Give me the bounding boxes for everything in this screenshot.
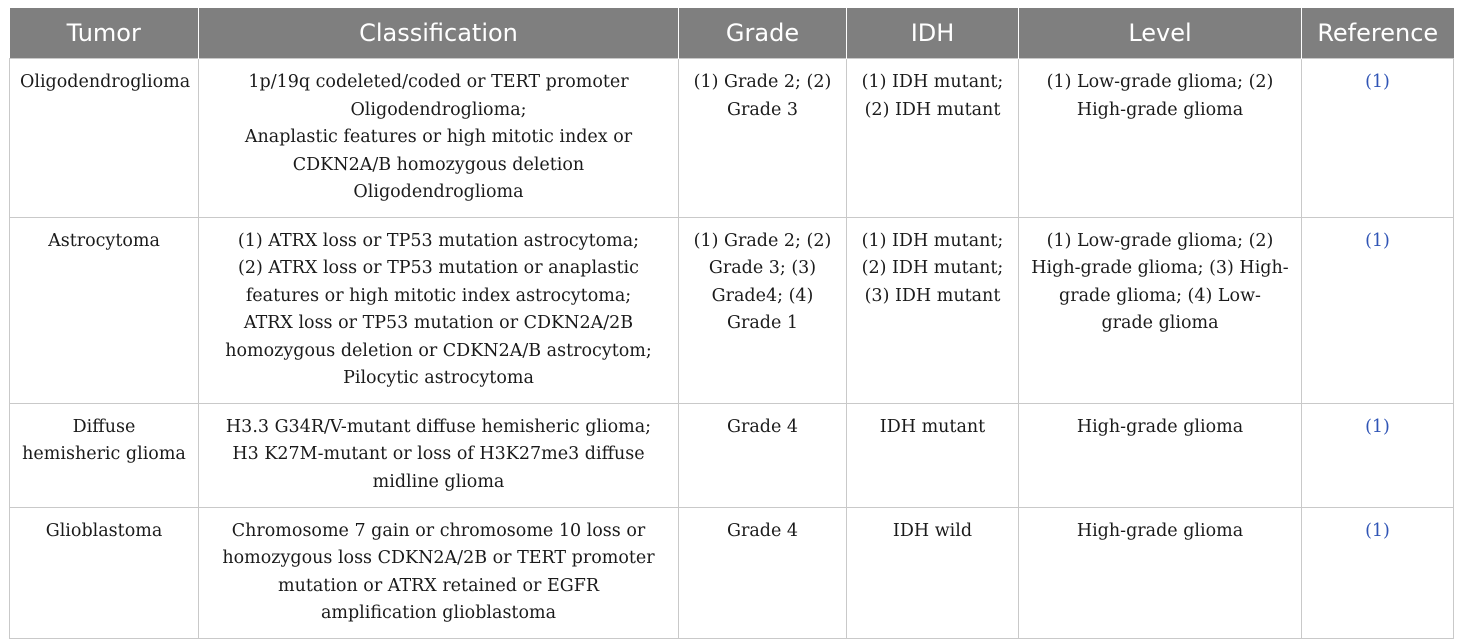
cell-grade <box>679 507 847 638</box>
cell-line: (1) Grade 2; (2) <box>693 230 832 251</box>
table-row <box>10 217 1454 403</box>
cell-level <box>1019 507 1302 638</box>
cell-line: (3) IDH mutant <box>864 285 1001 306</box>
header-grade: Grade <box>679 8 847 59</box>
reference-link[interactable]: (1) <box>1365 520 1390 541</box>
cell-line: Grade 1 <box>726 313 799 333</box>
cell-line: CDKN2A/B homozygous deletion Oligodendroglioma <box>292 154 585 202</box>
cell-grade <box>679 59 847 218</box>
table-row <box>10 507 1454 638</box>
header-classification: Classification <box>199 8 679 59</box>
cell-line: (1) Low-grade glioma; (2) <box>1046 230 1274 251</box>
header-tumor: Tumor <box>10 8 199 59</box>
cell-line: Chromosome 7 gain or chromosome 10 loss or <box>231 520 646 541</box>
tumor-classification-table-container <box>9 8 1453 639</box>
reference-link[interactable]: (1) <box>1365 416 1390 437</box>
header-level: Level <box>1019 8 1302 59</box>
table-row <box>10 59 1454 218</box>
cell-line: (2) IDH mutant; <box>861 258 1004 278</box>
cell-line: (1) IDH mutant; <box>861 72 1004 92</box>
header-idh: IDH <box>847 8 1019 59</box>
cell-line: Glioblastoma <box>45 520 163 541</box>
cell-line: High-grade glioma; (3) High- <box>1031 258 1289 278</box>
cell-level <box>1019 217 1302 403</box>
cell-idh <box>847 59 1019 218</box>
cell-line: Oligodendroglioma <box>20 72 191 92</box>
cell-grade <box>679 217 847 403</box>
cell-line: High-grade glioma <box>1076 99 1244 120</box>
cell-reference <box>1302 59 1454 218</box>
cell-line: Grade 3; (3) <box>708 258 817 278</box>
cell-level <box>1019 403 1302 507</box>
cell-line: grade glioma <box>1101 313 1219 333</box>
cell-level <box>1019 59 1302 218</box>
cell-line: Pilocytic astrocytoma <box>343 368 534 388</box>
cell-line: H3 K27M-mutant or loss of H3K27me3 diffuse <box>232 444 645 464</box>
cell-line: ATRX loss or TP53 mutation or CDKN2A/2B <box>243 313 634 333</box>
cell-classification <box>199 217 679 403</box>
table-body <box>10 59 1454 639</box>
cell-tumor <box>10 507 199 638</box>
cell-line: mutation or ATRX retained or EGFR <box>277 575 600 596</box>
cell-tumor <box>10 59 199 218</box>
cell-line: amplification glioblastoma <box>320 603 557 623</box>
header-row <box>10 8 1454 59</box>
cell-reference <box>1302 403 1454 507</box>
tumor-classification-table <box>9 8 1454 639</box>
cell-line: (2) IDH mutant <box>864 99 1001 120</box>
cell-line: Grade 4 <box>726 520 799 541</box>
cell-line: H3.3 G34R/V-mutant diffuse hemisheric glioma; <box>225 416 652 437</box>
cell-line: (1) ATRX loss or TP53 mutation astrocytoma; <box>237 230 640 251</box>
cell-line: High-grade glioma <box>1076 416 1244 437</box>
cell-line: High-grade glioma <box>1076 520 1244 541</box>
cell-line: 1p/19q codeleted/coded or TERT promoter <box>248 72 629 92</box>
cell-line: hemisheric glioma <box>22 444 186 464</box>
cell-grade <box>679 403 847 507</box>
cell-line: Anaplastic features or high mitotic index or <box>244 127 633 147</box>
cell-tumor <box>10 403 199 507</box>
cell-line: (1) IDH mutant; <box>861 230 1004 251</box>
cell-line: features or high mitotic index astrocytoma; <box>245 285 632 306</box>
cell-reference <box>1302 507 1454 638</box>
cell-line: midline glioma <box>372 471 505 492</box>
reference-link[interactable]: (1) <box>1365 230 1390 251</box>
cell-line: grade glioma; (4) Low- <box>1059 285 1261 306</box>
cell-line: (1) Grade 2; (2) <box>693 72 832 92</box>
cell-classification <box>199 59 679 218</box>
cell-line: homozygous loss CDKN2A/2B or TERT promoter <box>222 548 655 568</box>
cell-line: Oligodendroglioma; <box>350 99 527 120</box>
cell-line: homozygous deletion or CDKN2A/B astrocytom; <box>225 340 652 361</box>
cell-line: Diffuse <box>72 416 136 437</box>
reference-link[interactable]: (1) <box>1365 72 1390 92</box>
cell-line: Grade4; (4) <box>711 285 814 306</box>
cell-line: Grade 4 <box>726 416 799 437</box>
table-row <box>10 403 1454 507</box>
cell-classification <box>199 403 679 507</box>
cell-tumor <box>10 217 199 403</box>
table-header <box>10 8 1454 59</box>
cell-line: Astrocytoma <box>48 230 160 251</box>
cell-idh <box>847 217 1019 403</box>
cell-line: (1) Low-grade glioma; (2) <box>1046 72 1274 92</box>
header-reference: Reference <box>1302 8 1454 59</box>
cell-line: IDH wild <box>892 520 973 541</box>
cell-reference <box>1302 217 1454 403</box>
cell-line: IDH mutant <box>879 416 986 437</box>
cell-idh <box>847 507 1019 638</box>
cell-line: (2) ATRX loss or TP53 mutation or anaplastic <box>238 258 639 278</box>
cell-classification <box>199 507 679 638</box>
cell-idh <box>847 403 1019 507</box>
cell-line: Grade 3 <box>726 99 799 120</box>
